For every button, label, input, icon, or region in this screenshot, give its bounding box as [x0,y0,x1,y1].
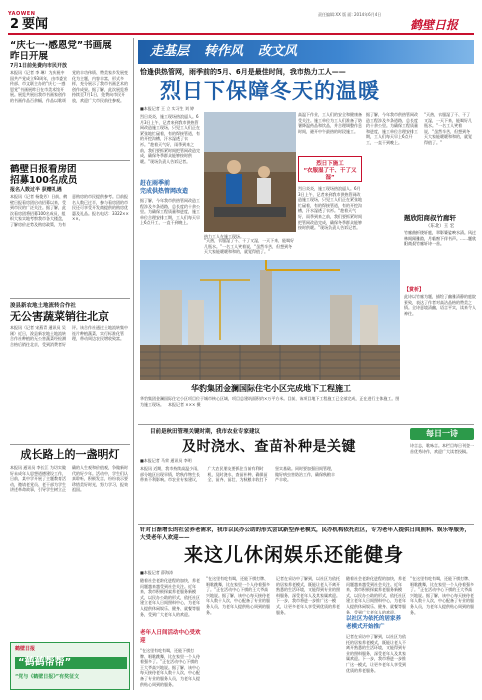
side-headline: 赶在雨季前 完成供热管网改造 [140,180,189,195]
subheadline: 7月1日前免费向市民开放 [10,63,67,69]
elder-byline: ■本报记者 薛海涛 [140,570,174,575]
divider [10,444,130,445]
poem-body: 竹廊曲折绕轩庭，翠影婆娑映水清。风过林间闻雅韵，月临窗下伴书声。……题欣阳商叔竹廊轩诗一首。 [404,230,476,247]
article-growth-lamp [10,448,130,638]
section-title: 要闻 [22,17,49,32]
feature-kicker: 恰逢供热管网，雨季前的5月、6月是最佳时间，我市热力工人—— [140,68,346,76]
photo-construction-site-image [140,260,400,380]
headline: 鹤壁日报看房团 [10,164,77,175]
feature-headline: 烈日下保障冬天的温暖 [160,79,380,103]
daily-poem-body: 诗言志，歌咏言。本栏目每日刊登一首优秀诗作，欢迎广大读者投稿。 [410,443,474,454]
promo-ad-box [10,642,130,690]
article-calligraphy-exhibition [10,40,130,158]
feature-body-col5: “天热，衣服湿了干、干了又湿，一天下来，能喝好几瓶水。”一名工人笑着说，“虽然辛苦，但想到冬天大家能暖暖和和的，就觉得值了。” [424,112,472,145]
poem-title: 题欣阳商叔竹廊轩 [404,214,456,222]
poem-note-head: 【赏析】 [404,287,425,293]
field-body: 本报讯 近期，我市持续高温少雨，部分地区出现旱情，给秋作物生长带来不利影响。市农业专家建议，广大农民朋友要抓住当前有利时机，及时浇水，查苗补种，确保苗全、苗齐、苗壮，为秋粮丰收打下坚实基础。同时要加强田间管理，做好病虫害防治工作，确保秋粮丰产丰收。 [140,466,335,483]
page-number: 2 [10,17,20,32]
poem-box [404,214,476,424]
construction-photo [140,260,400,380]
divider [10,160,130,161]
headline-line2: 招募100名成员 [10,175,78,186]
feature-body-col1: 烈日炎炎，施工现场热浪逼人。6月3日上午，记者来到我市供热管网改造施工现场，只见工人们正在紧张地忙碌着，有的焊接管道，有的开挖沟槽，汗水湿透了衣衫。“趁着天气好，雨季到来之前，我们要抓紧时间把管网改造完成，确保冬季群众能够按时供暖。”现场负责人告诉记者。 [140,114,200,164]
headline: 成长路上的一盏明灯 [20,448,120,461]
elder-body-col4b: 记者在采访中了解到，以社区为依托的居家养老模式，既能让老人不离开熟悉的生活环境，又能得到专业的照料服务，深受老年人及其家属欢迎。下一步，我市将进一步推广这一模式，让更多老年人享受到优质的养老服务。 [346,634,406,673]
field-headline: 及时浇水、查苗补种是关键 [182,439,356,455]
field-kicker: 目前是秋田管理关键时期，我市农业专家建议 [150,429,261,435]
poem-note: 此诗以竹廊为题，描绘了幽雅清静的庭院景致，表达了作者对高洁品格的赞美之情。全诗意境清幽，语言平实，读来令人神往。 [404,294,476,316]
masthead [0,0,482,36]
masthead-brand-left: YAOWEN [8,11,36,17]
headline: 无公害蔬菜销往北京 [10,310,109,323]
subheadline: 报名人数过半 获赠礼遇 [10,187,62,193]
daily-poem-label: 每日一诗 [410,428,474,440]
elder-body-col5: “在这里有吃有喝，还能下棋打牌、唱歌跳舞，比在家里一个人待着强多了。”正在活动中心下棋的王大爷高兴地说。据了解，该中心每天接待老年人数十人次，中心配备了专业的服务人员，为老年人提供贴心周到的服务。 [410,576,474,615]
edition-info: 责任编辑:XX 版 面: 2014年6月4日 [318,12,382,17]
elder-body-col2: “在这里有吃有喝，还能下棋打牌、唱歌跳舞，比在家里一个人待着强多了。”正在活动中心下棋的王大爷高兴地说。据了解，该中心每天接待老年人数十人次，中心配备了专业的服务人员，为老年人提供贴心周到的服务。 [206,576,270,615]
kicker: 浚县新农地土地流转合作社 [10,303,77,309]
daily-poem-box [410,428,474,520]
feature-body-col4: 据了解，今年我市供热管网改造工程涉及多条道路，总长度约十余公里。为确保工程质量和进度，施工单位合理安排工期，工人们每天早上6点开工，一直干到晚上。 [366,112,418,145]
masthead-rule [8,33,474,35]
feature-box [298,156,362,182]
feature-side-head [140,180,200,196]
feature-body-col2: “天热，衣服湿了干、干了又湿，一天下来，能喝好几瓶水。”一名工人笑着说，“虽然辛苦，但想到冬天大家能暖暖和和的，就觉得值了。” [204,238,295,255]
elder-kicker: 针对日渐增长的社会养老需求，我市以民办公助的形式尝试新型养老模式，民办机构依托社区，专为老年人提供日间照料、娱乐等服务，大受老年人欢迎—— [140,527,471,541]
elder-body-col1: 随着社会老龄化进程的加快，养老问题越来越受到社会关注。近年来，我市积极探索养老服务新模式，以民办公助的形式，依托社区建立老年人日间照料中心，为老年人提供休闲娱乐、健身、就餐等服务，受到广大老年人的欢迎。 [140,578,200,617]
photo-workers-image [204,112,296,232]
ad-subtitle: “党与《鹤壁日报》”有奖征文 [15,674,80,680]
ad-title: “鹤鹤帮帮” [15,657,127,669]
banner-char-1: 走基层 [150,44,190,59]
feature-body-col3: 高温下作业，工人们的安全和健康备受关注。施工单位为工人们准备了防暑降温药品和饮品，并合理调整作息时间，避开中午最热的时段施工。 [298,112,362,134]
elder-body-col4: 随着社会老龄化进程的加快，养老问题越来越受到社会关注。近年来，我市积极探索养老服务新模式，以民办公助的形式，依托社区建立老年人日间照料中心，为老年人提供休闲娱乐、健身、就餐等服务，受到广大老年人的欢迎。 [346,576,406,614]
elder-body-col1b: “在这里有吃有喝，还能下棋打牌、唱歌跳舞，比在家里一个人待着强多了。”正在活动中心下棋的王大爷高兴地说。据了解，该中心每天接待老年人数十人次，中心配备了专业的服务人员，为老年人提供贴心周到的服务。 [140,648,200,687]
headline-line2: 昨日开展 [10,51,49,62]
feature-photo [204,112,296,239]
field-byline: ■本报记者 马荣 通讯员 李明 [140,458,192,463]
divider [10,298,130,299]
feature-byline: ■本报记者 王 立 实习生 刘 婷 [140,106,195,111]
feature-body-col3b: 烈日炎炎，施工现场热浪逼人。6月3日上午，记者来到我市供热管网改造施工现场，只见工人们正在紧张地忙碌着，有的焊接管道，有的开挖沟槽，汗水湿透了衣衫。“趁着天气好，雨季到来之前，我们要抓紧时间把管网改造完成，确保冬季群众能够按时供暖。”现场负责人告诉记者。 [298,186,362,231]
article-house-viewing-group [10,164,130,296]
elder-side-head-2: 以社区为依托的居家养老模式开始推广 [346,616,402,630]
article-body: 本报讯 通讯员 李长江 为切实做好未成年人思想道德建设工作，日前，某中学开展了主题教育活动，邀请老党员、老干部为学生讲述革命故事，引导学生树立正确的人生观和价值观，争做新时代的好少年。活动中，学生们认真聆听，积极发言，纷纷表示要珍惜美好时光，努力学习，报效祖国。 [10,465,128,493]
column-divider [133,38,134,690]
headline: “庆七一·感恩党”书画展 [10,40,112,51]
banner-char-2: 转作风 [204,44,244,59]
ad-paper-name: 鹤壁日报 [15,646,36,652]
elder-body-col3: 记者在采访中了解到，以社区为依托的居家养老模式，既能让老人不离开熟悉的生活环境，又能得到专业的照料服务，深受老年人及其家属欢迎。下一步，我市将进一步推广这一模式，让更多老年人享受到优质的养老服务。 [276,576,340,615]
campaign-banner [138,40,474,64]
construction-photo-title: 华豹集团金澜国际住宅小区完成地下工程施工 [191,384,351,393]
photo-caption: 热力工人在施工现场。 [204,233,244,239]
banner-char-3: 改文风 [258,44,298,59]
elder-headline: 来这儿休闲娱乐还能健身 [184,544,405,566]
box-headline: 烈日下施工 “衣服湿了干、干了又湿” [303,161,357,181]
article-body: 本报讯（记者 宋燕青 通讯员 吴 刚）近日，浚县新农地土地流转合作社种植的无公害蔬菜经检测合格后销往北京，受到消费者好评。该合作社通过土地流转集中连片种植蔬菜，实行标准化管理，带动周边农民增收致富。 [10,325,128,347]
divider [138,424,474,425]
poem-author: （东北）王 宏 [425,224,455,229]
article-vegetables-beijing [10,302,130,442]
feature-body-col1b: 据了解，今年我市供热管网改造工程涉及多条道路，总长度约十余公里。为确保工程质量和进度，施工单位合理安排工期，工人们每天早上6点开工，一直干到晚上。 [140,198,200,226]
construction-photo-caption: 华豹集团金澜国际住宅小区项目位于城市核心区域，项目总建筑面积约×万平方米。目前，该项目地下工程施工已全部完成，正在进行主体施工。图为施工现场。 本报记者 ××× 摄 [140,396,400,407]
paper-name-logo: 鹤壁日报 [410,18,459,32]
elder-side-head-1: 老年人日间活动中心受欢迎 [140,630,201,644]
divider [138,524,474,525]
article-body: 本报讯（记者 杨俊芳）日前，鹤壁日报看房团启动招募以来，受到市民的广泛关注。据了解，此次看房团将招募100名成员，组织大家实地考察我市各大楼盘，了解房价走势及购房政策，为有意购房的市民提供参考。目前报名人数已过半，参与看房团的市民还可享受开发商提供的购房优惠及礼品。报名电话：3322××××。 [10,194,129,227]
article-body: 本报讯（记者 李 琳）为庆祝中国共产党成立93周年，由市委宣传部、市文联主办的“庆七一·感恩党”书画展昨日在市美术馆开展。展览共展出我市书画家创作的书画作品百余幅，作品以歌颂党的丰功伟绩、赞美家乡发展变化为主题，内容丰富，形式多样，充分展示了我市书画艺术的创作成果。据了解，此次展览将持续至7月1日，免费向市民开放，欢迎广大市民前往参观。 [10,70,128,103]
